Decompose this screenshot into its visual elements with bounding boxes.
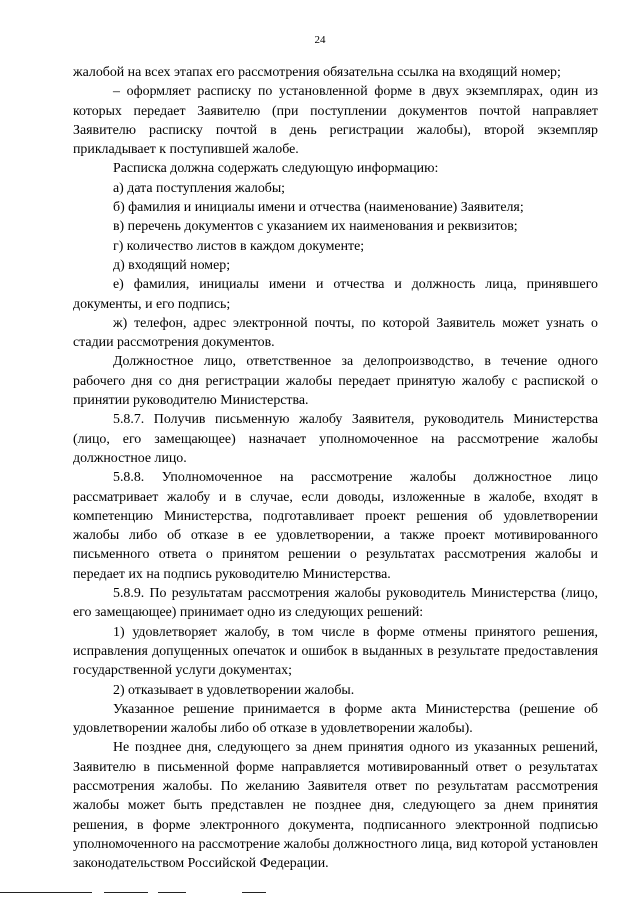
paragraph: Должностное лицо, ответственное за делопроизводство, в течение одного рабочего дня со дня регистрации жалобы передает принятую жалобу с распиской о принятии руководителю Министерства.	[73, 354, 598, 409]
footer-rule	[242, 892, 266, 893]
footer-rule	[0, 892, 92, 893]
paragraph: 5.8.8. Уполномоченное на рассмотрение жалобы должностное лицо рассматривает жалобу и в случае, если доводы, изложенные в жалобе, входят в компетенцию Министерства, подготавливает проект решения об удовлетворении жалобы либо об отказе в ее удовлетворении, а также проект мотивированного письменного ответа о принятом решении о результатах рассмотрения жалобы и передает их на подпись руководителю Министерства.	[73, 470, 598, 582]
paragraph: Не позднее дня, следующего за днем принятия одного из указанных решений, Заявителю в письменной форме направляется мотивированный ответ о результатах рассмотрения жалобы. По желанию Заявителя ответ по результатам рассмотрения жалобы может быть представлен не позднее дня, следующего за днем принятия решения, в форме электронного документа, подписанного электронной подписью уполномоченного на рассмотрение жалобы должностного лица, вид которой установлен законодательством Российской Федерации.	[73, 740, 598, 872]
list-item: б) фамилия и инициалы имени и отчества (наименование) Заявителя;	[113, 200, 524, 216]
list-item: д) входящий номер;	[113, 257, 231, 273]
list-item: 2) отказывает в удовлетворении жалобы.	[113, 682, 355, 698]
list-item: ж) телефон, адрес электронной почты, по которой Заявитель может узнать о стадии рассмотрения документов.	[73, 315, 598, 351]
list-item: в) перечень документов с указанием их наименования и реквизитов;	[113, 219, 518, 235]
list-item: 1) удовлетворяет жалобу, в том числе в форме отмены принятого решения, исправления допущенных опечаток и ошибок в выданных в результате предоставления государственной услуги документах;	[73, 624, 598, 679]
page-number: 24	[314, 34, 326, 46]
list-item: г) количество листов в каждом документе;	[113, 238, 365, 254]
paragraph: Расписка должна содержать следующую информацию:	[113, 161, 439, 177]
footer-rule	[158, 892, 186, 893]
list-item: а) дата поступления жалобы;	[113, 180, 286, 196]
footer-rule	[104, 892, 148, 893]
document-body	[73, 63, 598, 873]
paragraph: 5.8.7. Получив письменную жалобу Заявителя, руководитель Министерства (лицо, его замещающее) назначает уполномоченное на рассмотрение жалобы должностное лицо.	[73, 412, 598, 466]
list-item: е) фамилия, инициалы имени и отчества и должность лица, принявшего документы, и его подпись;	[73, 277, 598, 312]
paragraph: жалобой на всех этапах его рассмотрения обязательна ссылка на входящий номер;	[73, 65, 561, 80]
paragraph: Указанное решение принимается в форме акта Министерства (решение об удовлетворении жалобы либо об отказе в удовлетворении жалобы).	[73, 701, 598, 737]
paragraph: 5.8.9. По результатам рассмотрения жалобы руководитель Министерства (лицо, его замещающее) принимает одно из следующих решений:	[73, 586, 598, 621]
paragraph: – оформляет расписку по установленной форме в двух экземплярах, один из которых передает Заявителю (при поступлении документов почтой направляет Заявителю расписку почтой в день регистрации жалобы), второй экземпляр прикладывает к поступившей жалобе.	[73, 84, 598, 158]
